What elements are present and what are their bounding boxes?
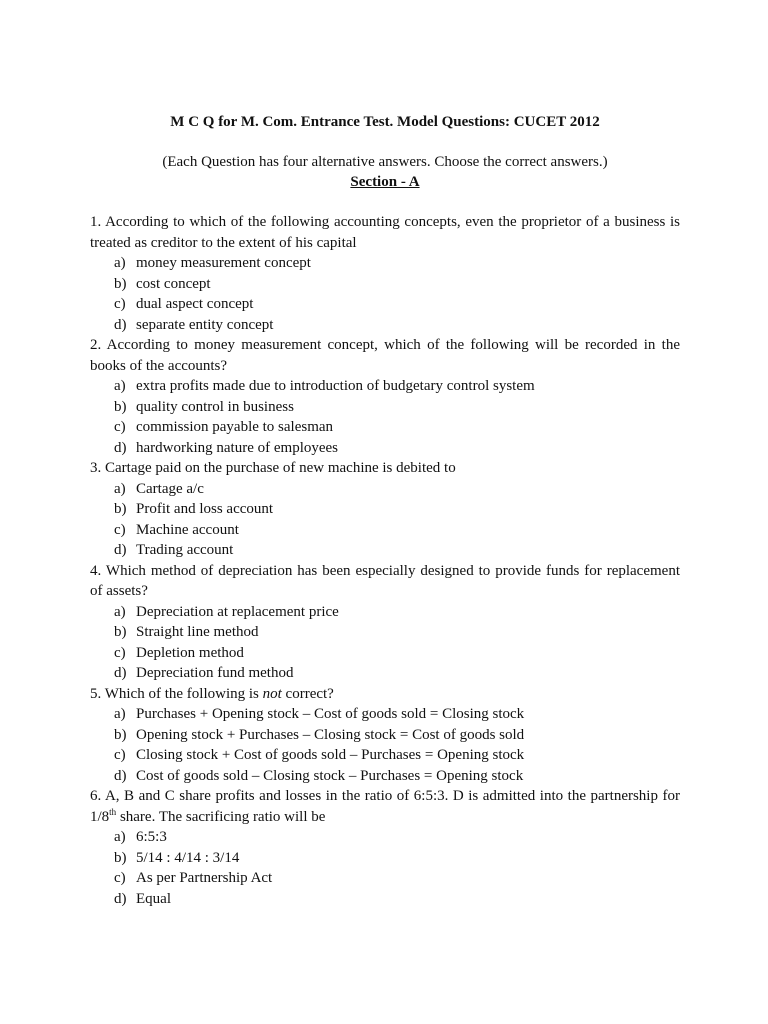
stem-emphasis: not	[262, 685, 282, 702]
option-letter: b)	[114, 275, 127, 292]
option-c	[114, 520, 680, 541]
option-text: commission payable to salesman	[136, 419, 334, 435]
option-a	[114, 253, 680, 274]
option-text: Depreciation fund method	[136, 665, 294, 681]
option-letter: d)	[114, 890, 127, 907]
option-text: Depreciation at replacement price	[136, 603, 339, 620]
option-d	[114, 315, 680, 336]
option-letter: c)	[114, 296, 126, 312]
option-letter: d)	[114, 439, 127, 456]
option-letter: b)	[114, 501, 127, 517]
option-letter: c)	[114, 419, 126, 435]
option-text: separate entity concept	[136, 316, 274, 333]
question-1	[90, 212, 680, 335]
option-text: cost concept	[136, 275, 211, 292]
option-a	[114, 376, 680, 397]
instructions: (Each Question has four alternative answers. Choose the correct answers.)	[162, 154, 608, 170]
option-text: money measurement concept	[136, 255, 311, 271]
option-text: hardworking nature of employees	[136, 439, 339, 456]
section-heading: Section - A	[350, 174, 420, 190]
option-letter: a)	[114, 255, 126, 271]
option-c	[114, 417, 680, 438]
option-list	[90, 827, 680, 909]
option-letter: a)	[114, 378, 126, 394]
question-4	[90, 561, 680, 684]
option-text: Closing stock + Cost of goods sold – Purchases = Opening stock	[136, 747, 525, 763]
option-text: Equal	[136, 890, 171, 907]
page-title: M C Q for M. Com. Entrance Test. Model Questions: CUCET 2012	[170, 114, 600, 130]
option-letter: d)	[114, 767, 127, 784]
option-d	[114, 663, 680, 684]
question-3	[90, 458, 680, 561]
question-2	[90, 335, 680, 458]
option-text: extra profits made due to introduction of budgetary control system	[136, 378, 535, 394]
option-letter: a)	[114, 603, 126, 620]
option-list	[90, 376, 680, 458]
option-text: quality control in business	[136, 398, 294, 415]
option-text: Machine account	[136, 521, 239, 538]
option-b	[114, 499, 680, 520]
option-b	[114, 622, 680, 643]
question-5	[90, 684, 680, 787]
option-a	[114, 479, 680, 500]
option-letter: d)	[114, 665, 127, 681]
option-text: Trading account	[136, 542, 234, 558]
stem-superscript: th	[109, 806, 117, 817]
option-letter: b)	[114, 849, 127, 866]
option-letter: c)	[114, 644, 126, 661]
option-d	[114, 889, 680, 910]
option-letter: c)	[114, 521, 126, 538]
option-c	[114, 294, 680, 315]
stem-text: 5. Which of the following is	[90, 685, 263, 702]
option-list	[90, 253, 680, 335]
option-text: dual aspect concept	[136, 296, 254, 312]
option-text: 5/14 : 4/14 : 3/14	[136, 849, 240, 866]
option-d	[114, 540, 680, 561]
stem-text: 6. A, B and C share profits and losses in the ratio of 6:5:3. D is admitted into the partnership for 1/8	[90, 788, 680, 825]
question-stem	[90, 684, 680, 705]
option-letter: b)	[114, 624, 127, 640]
option-b	[114, 397, 680, 418]
stem-text: share. The sacrificing ratio will be	[116, 808, 326, 825]
option-letter: a)	[114, 706, 126, 722]
option-text: Straight line method	[136, 624, 259, 640]
option-list	[90, 602, 680, 684]
option-text: Cost of goods sold – Closing stock – Purchases = Opening stock	[136, 767, 524, 784]
option-text: Cartage a/c	[136, 480, 204, 497]
option-text: Depletion method	[136, 644, 244, 661]
question-stem: 1. According to which of the following accounting concepts, even the proprietor of a business is treated as creditor to the extent of his capital	[90, 214, 680, 251]
option-letter: b)	[114, 726, 127, 743]
option-b	[114, 274, 680, 295]
option-c	[114, 643, 680, 664]
option-b	[114, 725, 680, 746]
option-text: Profit and loss account	[136, 501, 274, 517]
option-b	[114, 848, 680, 869]
option-text: As per Partnership Act	[136, 870, 273, 886]
option-letter: c)	[114, 747, 126, 763]
option-letter: d)	[114, 542, 127, 558]
option-a	[114, 602, 680, 623]
option-c	[114, 745, 680, 766]
option-text: Purchases + Opening stock – Cost of goods sold = Closing stock	[136, 706, 525, 722]
question-stem: 2. According to money measurement concept, which of the following will be recorded in the books of the accounts?	[90, 337, 680, 374]
question-stem	[90, 786, 680, 827]
stem-text: correct?	[281, 685, 334, 702]
option-c	[114, 868, 680, 889]
option-letter: d)	[114, 316, 127, 333]
option-letter: b)	[114, 398, 127, 415]
option-list	[90, 704, 680, 786]
option-a	[114, 704, 680, 725]
option-d	[114, 438, 680, 459]
option-text: Opening stock + Purchases – Closing stock = Cost of goods sold	[136, 726, 525, 743]
option-d	[114, 766, 680, 787]
question-6	[90, 786, 680, 909]
question-stem: 3. Cartage paid on the purchase of new machine is debited to	[90, 460, 456, 476]
option-letter: c)	[114, 870, 126, 886]
option-letter: a)	[114, 480, 126, 497]
option-list	[90, 479, 680, 561]
option-text: 6:5:3	[136, 829, 167, 845]
option-letter: a)	[114, 829, 126, 845]
option-a	[114, 827, 680, 848]
question-stem: 4. Which method of depreciation has been especially designed to provide funds for replacement of assets?	[90, 562, 680, 599]
